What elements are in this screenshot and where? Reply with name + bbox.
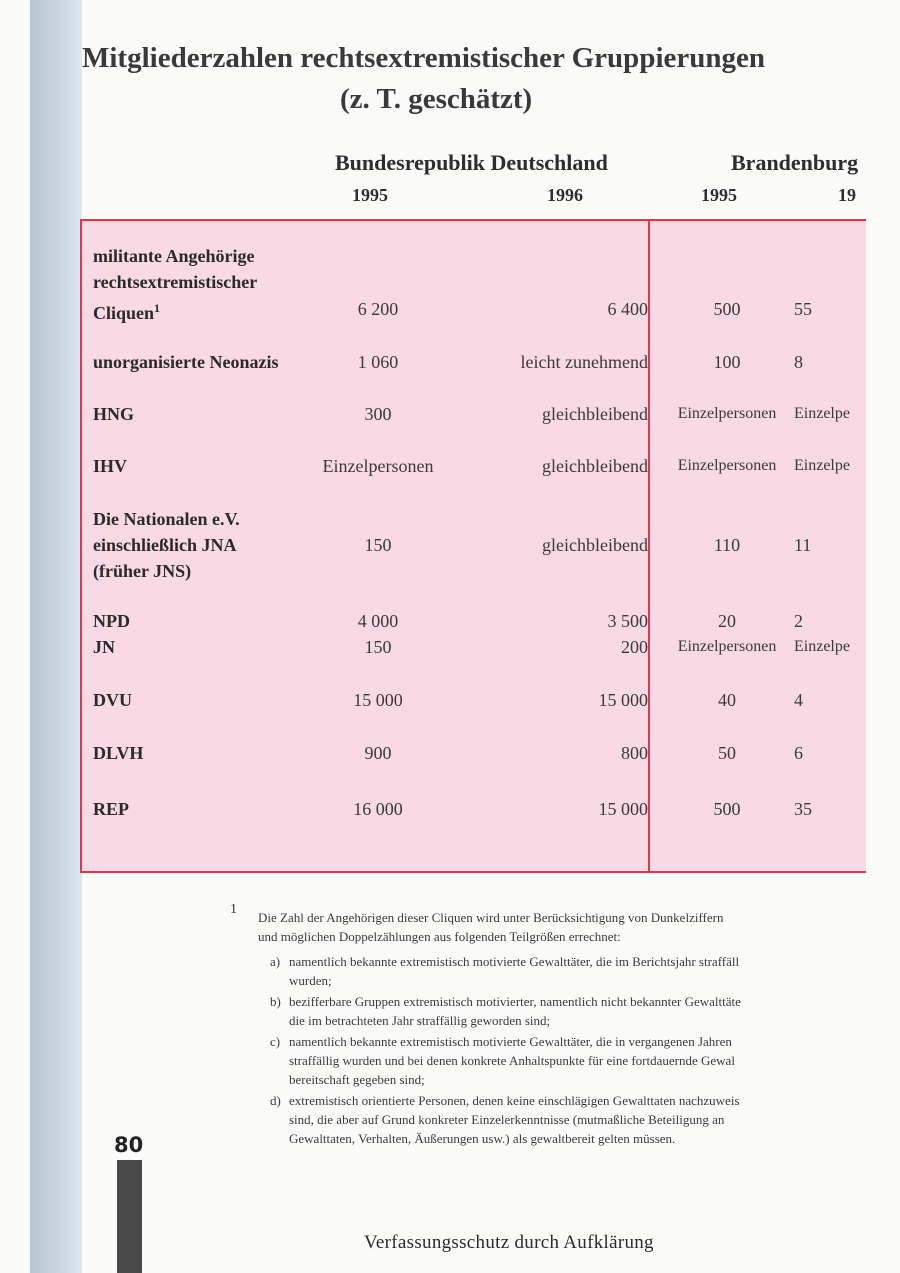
footnote-item-d: d) extremistisch orientierte Personen, denen keine einschlägigen Gewalttaten nachzuweis sind, die aber auf Grund konkreter Einzelerkenntnisse (mutmaßliche Beteiligung an Gewalttaten, Verhalten, Äußerungen usw.) als gewaltbereit gelten müssen. [270,1093,740,1146]
table-cell: 15 000 [353,690,403,710]
table-cell: 16 000 [353,799,403,819]
table-cell: Einzelpersonen [677,457,777,474]
table-cell: 6 [794,743,803,763]
table-cell: Einzelpe [794,457,850,474]
footnote-item-c: c) namentlich bekannte extremistisch motivierte Gewalttäter, die in vergangenen Jahren straffällig wurden und bei denen konkrete Anhaltspunkte für eine fortdauernde Gewal bereitschaft gegeben sind; [270,1034,735,1087]
table-cell: gleichbleibend [542,456,648,476]
footnote-item-a: a) namentlich bekannte extremistisch motivierte Gewalttäter, die im Berichtsjahr straffäll wurden; [270,954,740,988]
page-subtitle: (z. T. geschätzt) [340,83,533,115]
footnote-item-b: b) bezifferbare Gruppen extremistisch motivierter, namentlich nicht bekannter Gewalttäte die im betrachteten Jahr straffällig geworden sind; [270,994,741,1028]
left-color-strip [30,0,82,1273]
row-label-neonazis: unorganisierte Neonazis [93,352,279,372]
table-cell: 4 [794,690,803,710]
row-label-ihv: IHV [93,456,128,476]
row-label-militante: militante Angehörige rechtsextremistischer Cliquen$^1$ [93,246,258,323]
footnote-mark: 1 [230,902,237,917]
table-cell: 500 [713,799,741,819]
row-label-nationalen: Die Nationalen e.V. einschließlich JNA (früher JNS) [93,509,240,581]
table-cell: 15 000 [598,690,648,710]
footnote-ref: 1 [154,301,161,315]
table-cell: 15 000 [598,799,648,819]
table-cell: 100 [713,352,741,372]
page-footer: Verfassungsschutz durch Aufklärung [364,1232,654,1253]
table-cell: 20 [718,611,736,631]
page-number: 80 [114,1133,144,1157]
year-header-brd-1995: 1995 [352,185,388,205]
table-cell: 110 [713,535,741,555]
table-cell: 6 200 [357,299,399,319]
table-cell: 3 500 [607,611,648,631]
table-cell: 8 [794,352,803,372]
table-cell: 6 400 [607,299,648,319]
table-cell: 1 060 [357,352,399,372]
table-cell: Einzelpersonen [322,456,434,476]
row-label-dvu: DVU [93,690,132,710]
footnote-text [258,908,866,1150]
page-number-bar [117,1160,142,1273]
table-cell: 50 [718,743,736,763]
table-cell: Einzelpe [794,405,850,422]
row-label-hng: HNG [93,404,135,424]
row-label-rep: REP [93,799,129,819]
table-cell: Einzelpersonen [677,638,777,655]
year-header-bb-1995: 1995 [701,185,737,205]
table-cell: 11 [794,535,812,555]
table-cell: gleichbleibend [542,535,648,555]
footnote-intro: Die Zahl der Angehörigen dieser Cliquen wird unter Berücksichtigung von Dunkelziffern und möglichen Doppelzählungen aus folgenden Teilgrößen errechnet: [258,910,724,944]
table-cell: 150 [364,535,392,555]
table-cell: 900 [364,743,392,763]
table-cell: Einzelpersonen [677,405,777,422]
row-label-jn: JN [93,637,115,657]
page-title: Mitgliederzahlen rechtsextremistischer Gruppierungen [82,42,766,74]
data-table [80,219,866,873]
table-cell: 2 [794,611,803,631]
year-header-brd-1996: 1996 [547,185,583,205]
table-cell: 150 [364,637,392,657]
table-cell: 800 [621,743,648,763]
table-cell: 4 000 [357,611,399,631]
table-cell: 200 [621,637,648,657]
table-divider [648,221,650,871]
table-cell: Einzelpe [794,638,850,655]
table-cell: leicht zunehmend [520,352,648,372]
table-cell: 500 [713,299,741,319]
table-cell: 300 [364,404,392,424]
row-label-npd: NPD [93,611,130,631]
table-cell: 35 [794,799,812,819]
region-header-brandenburg: Brandenburg [731,150,859,175]
row-label-dlvh: DLVH [93,743,144,763]
year-header-bb-1996: 19 [838,185,856,205]
region-header-brd: Bundesrepublik Deutschland [335,150,608,175]
table-cell: 55 [794,299,812,319]
table-cell: gleichbleibend [542,404,648,424]
table-cell: 40 [718,690,736,710]
